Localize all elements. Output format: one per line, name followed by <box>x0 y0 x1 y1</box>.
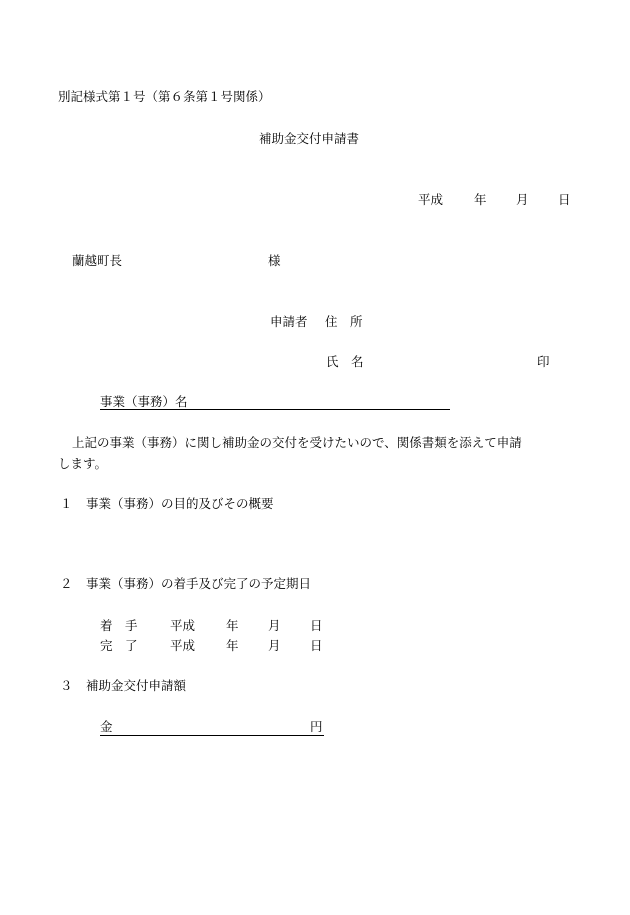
start-day: 日 <box>310 618 323 633</box>
start-month: 月 <box>268 618 281 633</box>
section-1-number: １ <box>60 496 73 511</box>
end-label: 完 了 <box>100 638 138 653</box>
end-day: 日 <box>310 638 323 653</box>
seal-mark: 印 <box>537 354 550 369</box>
start-year: 年 <box>226 618 239 633</box>
amount-prefix: 金 <box>100 719 113 734</box>
project-name-label: 事業（事務）名 <box>100 394 188 409</box>
start-era: 平成 <box>170 618 196 633</box>
end-era: 平成 <box>170 638 196 653</box>
section-1-title: 事業（事務）の目的及びその概要 <box>86 496 274 511</box>
section-2-title: 事業（事務）の着手及び完了の予定期日 <box>86 576 312 591</box>
date-day: 日 <box>558 192 571 207</box>
section-3-number: ３ <box>60 678 73 693</box>
project-name-underline <box>100 409 450 410</box>
body-line-2: します。 <box>58 456 108 471</box>
amount-underline <box>100 735 324 736</box>
date-era: 平成 <box>418 192 444 207</box>
amount-suffix: 円 <box>310 719 323 734</box>
form-reference: 別記様式第１号（第６条第１号関係） <box>58 89 271 104</box>
section-3-title: 補助金交付申請額 <box>86 678 187 693</box>
date-month: 月 <box>516 192 529 207</box>
date-year: 年 <box>474 192 487 207</box>
end-month: 月 <box>268 638 281 653</box>
body-line-1: 上記の事業（事務）に関し補助金の交付を受けたいので、関係書類を添えて申請 <box>72 435 522 450</box>
address-label: 住 所 <box>325 314 363 329</box>
end-year: 年 <box>226 638 239 653</box>
section-2-number: ２ <box>60 576 73 591</box>
document-title: 補助金交付申請書 <box>259 131 360 146</box>
name-label: 氏 名 <box>326 354 364 369</box>
recipient-name: 蘭越町長 <box>72 253 123 268</box>
recipient-honorific: 様 <box>268 253 281 268</box>
applicant-label: 申請者 <box>270 314 308 329</box>
start-label: 着 手 <box>100 618 138 633</box>
